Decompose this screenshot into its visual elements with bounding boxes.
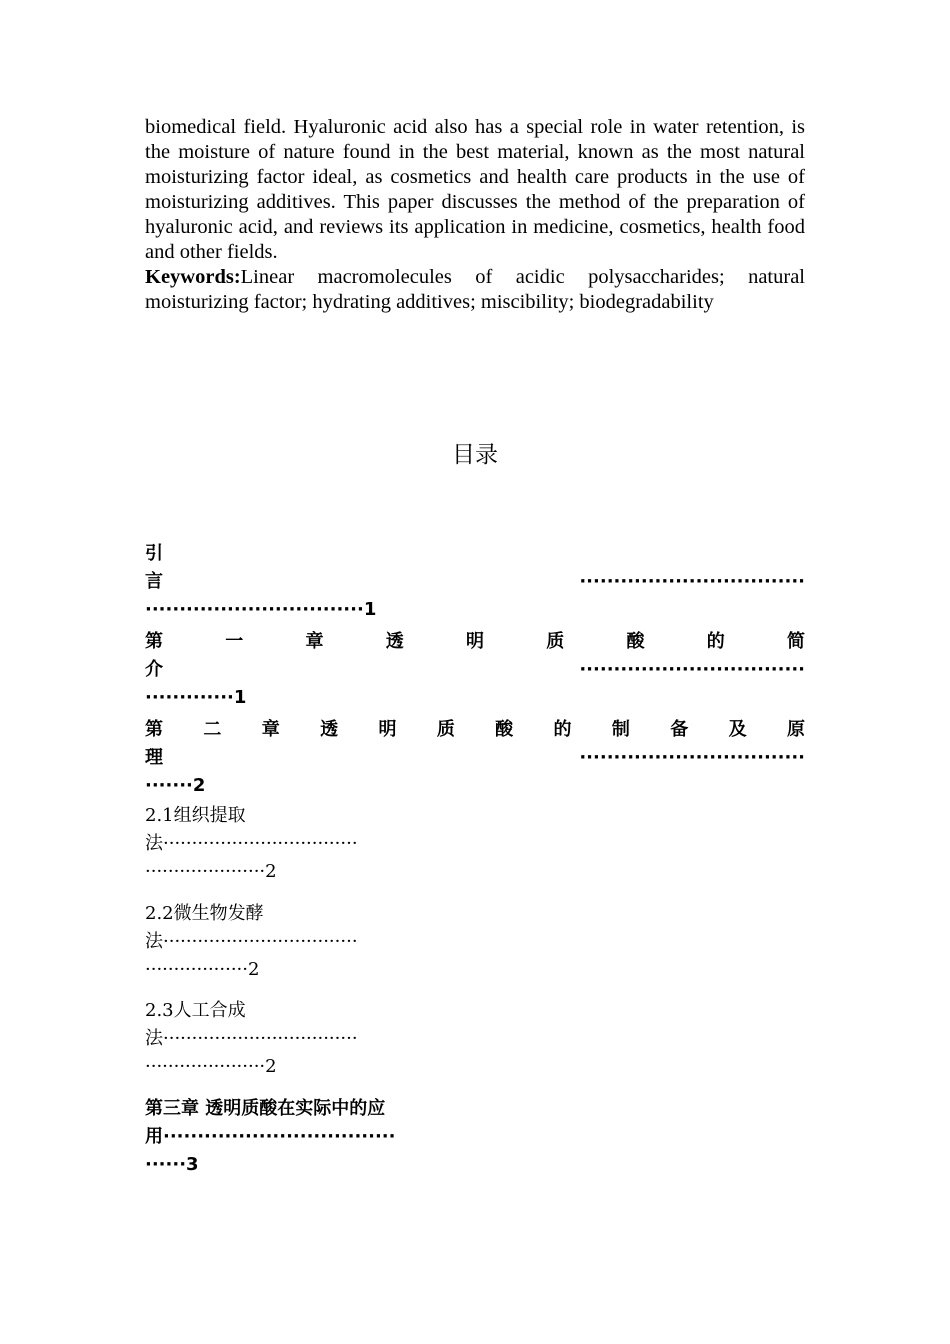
toc-title: 目录 — [452, 442, 498, 468]
toc-entry-title: 第三章 透明质酸在实际中的应 — [145, 1098, 386, 1119]
toc-entry-leader: 言 ································· — [145, 571, 805, 592]
toc-entry[interactable] — [145, 802, 805, 886]
toc-entry-leader: 法·································· — [145, 931, 358, 952]
toc-entry-page: ··················2 — [145, 959, 260, 980]
keywords-label: Keywords: — [145, 266, 241, 288]
toc-entry-leader: 介 ································· — [145, 659, 805, 680]
toc-entry-title: 引 — [145, 543, 163, 564]
keywords-text: Linear macromolecules of acidic polysaccharides; natural moisturizing factor; hydrating additives; miscibility; biodegradability — [145, 266, 805, 313]
toc-entry-leader: 用·································· — [145, 1126, 396, 1147]
toc-entry-page: ·····················2 — [145, 861, 277, 882]
toc-entry[interactable] — [145, 716, 805, 800]
toc-entry-page: ·············1 — [145, 687, 247, 708]
toc-entry[interactable] — [145, 628, 805, 712]
abstract-paragraph: biomedical field. Hyaluronic acid also has a special role in water retention, is the moisture of nature found in the best material, known as the most natural moisturizing factor ideal, as cosmetics and health care products in the use of moisturizing additives. This paper discusses the method of the preparation of hyaluronic acid, and reviews its application in medicine, cosmetics, health food and other fields. — [145, 116, 805, 263]
toc-entry[interactable] — [145, 540, 805, 624]
toc-entry-title: 2.3人工合成 — [145, 1000, 246, 1021]
toc-entry-page: ·······2 — [145, 775, 206, 796]
toc-entry-leader: 法·································· — [145, 833, 358, 854]
toc-entry-leader: 理 ································· — [145, 747, 805, 768]
keywords-line — [145, 265, 805, 315]
toc-entry-title: 第 一 章 透 明 质 酸 的 简 — [145, 631, 805, 652]
toc-entry[interactable] — [145, 997, 805, 1081]
toc-entry-leader: 法·································· — [145, 1028, 358, 1049]
toc-entry[interactable] — [145, 900, 805, 984]
toc-entry-title: 2.1组织提取 — [145, 805, 246, 826]
toc-entry-page: ·····················2 — [145, 1056, 277, 1077]
toc-entry-page: ······3 — [145, 1154, 199, 1175]
toc-entry-title: 第 二 章 透 明 质 酸 的 制 备 及 原 — [145, 719, 805, 740]
toc-entry-title: 2.2微生物发酵 — [145, 903, 264, 924]
toc-entry[interactable] — [145, 1095, 805, 1179]
toc-entry-page: ································1 — [145, 599, 377, 620]
abstract-section — [145, 115, 805, 315]
